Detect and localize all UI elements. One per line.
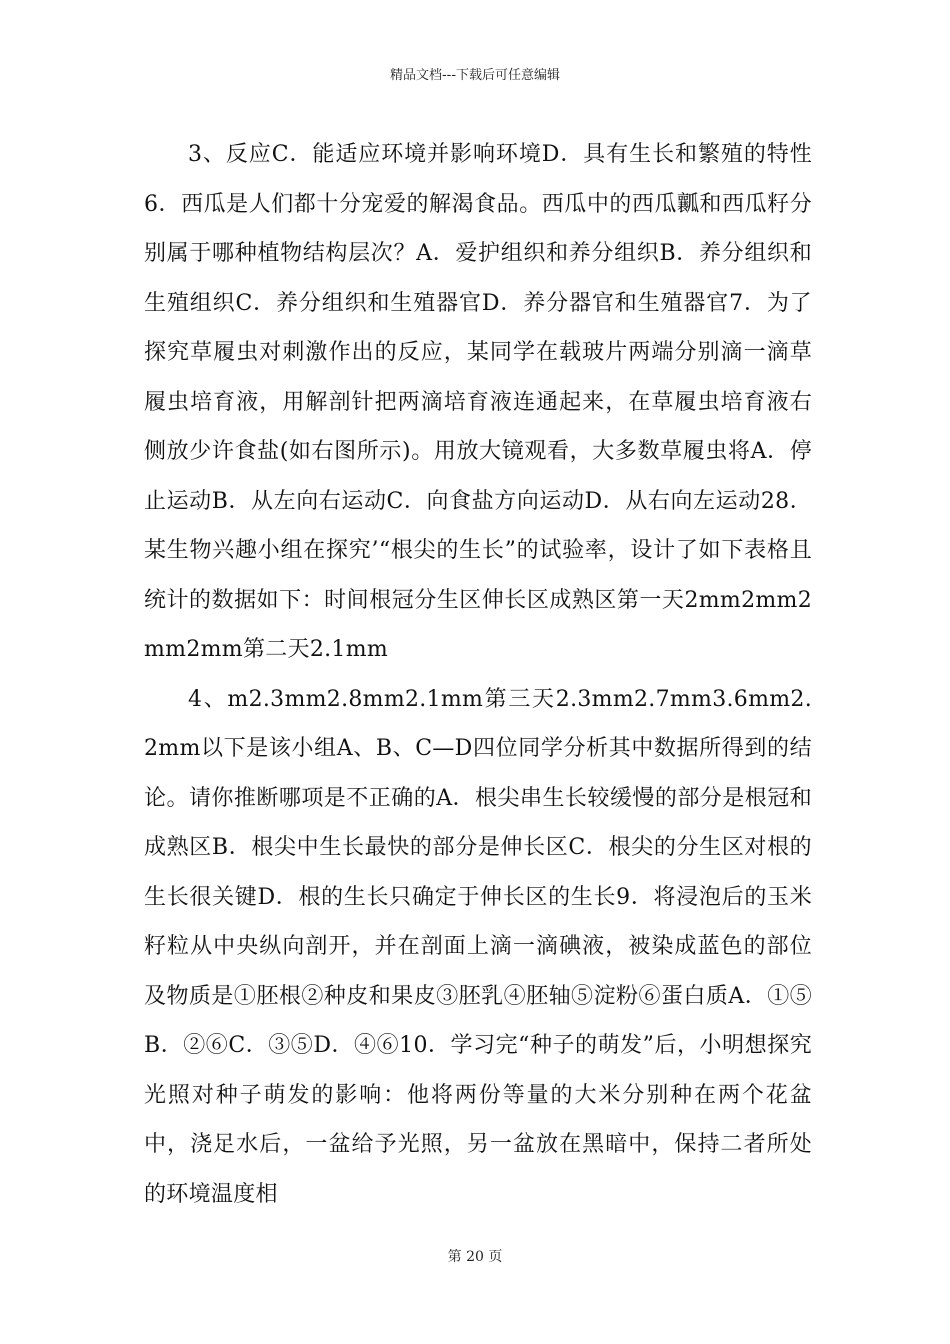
- paragraph-2: 4、m2.3mm2.8mm2.1mm第三天2.3mm2.7mm3.6mm2.2mm以下是该小组A、B、C—D四位同学分析其中数据所得到的结论。请你推断哪项是不正确的A．根尖串生长较缓慢的部分是根冠和成熟区B．根尖中生长最快的部分是伸长区C．根尖的分生区对根的生长很关键D．根的生长只确定于伸长区的生长9．将浸泡后的玉米籽粒从中央纵向剖开，并在剖面上滴一滴碘液，被染成蓝色的部位及物质是①胚根②种皮和果皮③胚乳④胚轴⑤淀粉⑥蛋白质A．①⑤B．②⑥C．③⑤D．④⑥10．学习完“种子的萌发”后，小明想探究光照对种子萌发的影响：他将两份等量的大米分别种在两个花盆中，浇足水后，一盆给予光照，另一盆放在黑暗中，保持二者所处的环境温度相: [144, 686, 812, 1207]
- page-header: 精品文档---下载后可任意编辑: [389, 68, 561, 83]
- page-number: 第 20 页: [447, 1249, 503, 1265]
- paragraph-1: 3、反应C．能适应环境并影响环境D．具有生长和繁殖的特性6．西瓜是人们都十分宠爱的解渴食品。西瓜中的西瓜瓤和西瓜籽分别属于哪种植物结构层次？A．爱护组织和养分组织B．养分组织和生殖组织C．养分组织和生殖器官D．养分器官和生殖器官7．为了探究草履虫对刺激作出的反应，某同学在载玻片两端分别滴一滴草履虫培育液，用解剖针把两滴培育液连通起来，在草履虫培育液右侧放少许食盐(如右图所示)。用放大镜观看，大多数草履虫将A．停止运动B．从左向右运动C．向食盐方向运动D．从右向左运动28．某生物兴趣小组在探究’“根尖的生长”的试验率，设计了如下表格且统计的数据如下：时间根冠分生区伸长区成熟区第一天2mm2mm2mm2mm第二天2.1mm: [144, 142, 812, 662]
- document-body: [144, 130, 812, 1219]
